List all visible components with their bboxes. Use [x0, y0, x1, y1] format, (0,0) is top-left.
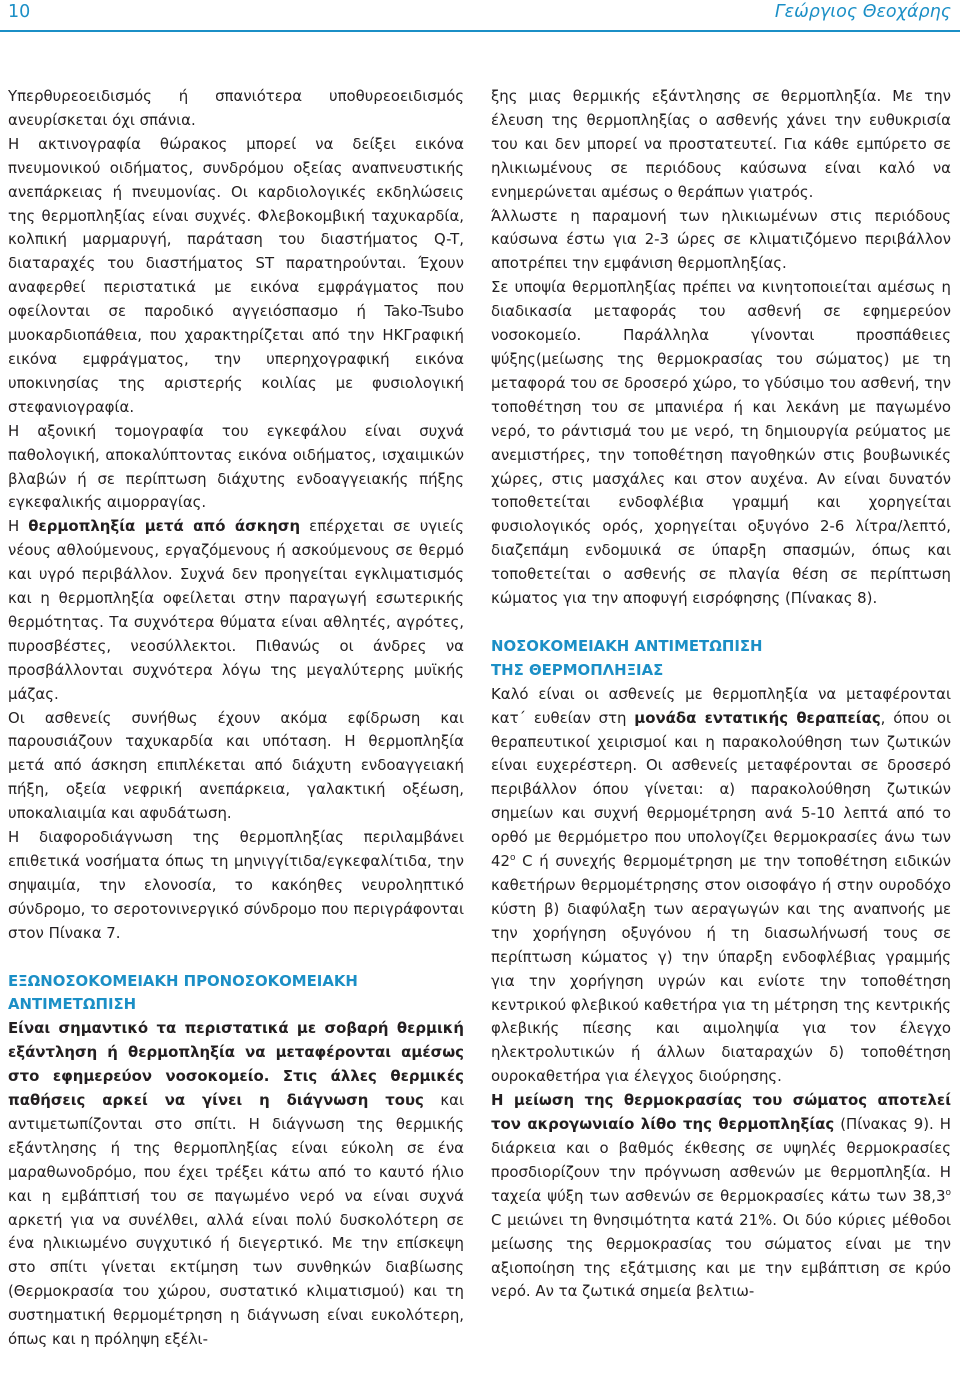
heading-line: ΝΟΣΟΚΟΜΕΙΑΚΗ ΑΝΤΙΜΕΤΩΠΙΣΗ: [491, 636, 763, 655]
paragraph: Η αξονική τομογραφία του εγκεφάλου είναι συχνά παθολογική, αποκαλύπτοντας εικόνα οιδήματος, ισχαιμικών βλαβών ή σε περίπτωση διάχυτης ενδοαγγειακής πήξης εγκεφαλικής αιμορραγίας.: [8, 421, 464, 512]
page-header: [0, 0, 960, 30]
degree-superscript: ο: [509, 853, 516, 864]
right-column: [491, 85, 951, 1304]
degree-superscript: ο: [945, 1187, 951, 1198]
paragraph: Σε υποψία θερμοπληξίας πρέπει να κινητοποιείται αμέσως η διαδικασία μεταφοράς του ασθενή σε εφημερεύον νοσοκομείο. Παράλληλα γίνονται προσπάθειες ψύξης(μείωσης της θερμοκρασίας του σώματος) με τη μεταφορά του σε δροσερό χώρο, το γδύσιμο του ασθενή, την τοποθέτηση του σε μπανιέρα ή και λεκάνη με παγωμένο νερό, το ράντισμά του με νερό, τη δημιουργία ρεύματος με ανεμιστήρες, την τοποθέτηση παγοθηκών στις βουβωνικές χώρες, στις μασχάλες και στον αυχένα. Αν είναι δυνατόν τοποθετείται ενδοφλέβια γραμμή και χορηγείται φυσιολογικός ορός, χορηγείται οξυγόνο 2-6 λίτρα/λεπτό, διαζεπάμη ενδομυικά σε ύπαρξη σπασμών, όπως και τοποθετείται ο ασθενής σε πλαγία θέση σε περίπτωση κώματος για την αποφυγή εισρόφησης (Πίνακας 8).: [491, 278, 951, 608]
bold-term: μονάδα εντατικής θεραπείας: [634, 708, 881, 727]
text-run: C μειώνει τη θνησιμότητα κατά 21%. Οι δύο κύριες μέθοδοι μείωσης της θερμοκρασίας του σώματος είναι με την αξιοποίηση της εξάτμισης και με την εμβάπτιση σε κρύο νερό. Αν τα ζωτικά σημεία βελτιω-: [491, 1210, 951, 1301]
bold-term: θερμοπληξία μετά από άσκηση: [28, 517, 301, 536]
section-heading: [8, 970, 464, 1018]
text-run: (Πίνακας 9). Η διάρκεια και ο βαθμός έκθεσης σε υψηλές θερμοκρασίες προσδιορίζουν την πρόγνωση ασθενών με θερμοπληξία. Η ταχεία ψύξη των ασθενών σε θερμοκρασίες κάτω των 38,3: [491, 1115, 951, 1205]
paragraph: Η ακτινογραφία θώρακος μπορεί να δείξει εικόνα πνευμονικού οιδήματος, συνδρόμου οξείας αναπνευστικής ανεπάρκειας ή πνευμονίας. Οι καρδιολογικές εκδηλώσεις της θερμοπληξίας είναι συχνές. Φλεβοκομβική ταχυκαρδία, κολπική μαρμαρυγή, παράταση του διαστήματος Q-T, διαταραχές του διαστήματος ST παρατηρούνται. Έχουν αναφερθεί περιστατικά με εικόνα εμφράγματος που οφείλονται σε παροδικό αγγειόσπασμο ή Tako-Tsubo μυοκαρδιοπάθεια, που χαρακτηρίζεται από την ΗΚΓραφική εικόνα εμφράγματος, την υπερηχογραφική εικόνα υποκινησίας της αριστερής κοιλίας με φυσιολογική στεφανιογραφία.: [8, 134, 464, 416]
paragraph: [8, 515, 464, 706]
bold-statement: Η μείωση της θερμοκρασίας του σώματος αποτελεί τον ακρογωνιαίο λίθο της θερμοπληξίας: [491, 1091, 951, 1134]
paragraph: Η διαφοροδιάγνωση της θερμοπληξίας περιλαμβάνει επιθετικά νοσήματα όπως τη μηνιγγίτιδα/εγκεφαλίτιδα, την σηψαιμία, την ελονοσία, το κακόηθες νευροληπτικό σύνδρομο, το σεροτονινεργικό σύνδρομο που περιγράφονται στον Πίνακα 7.: [8, 828, 464, 942]
paragraph: [8, 1017, 464, 1352]
text-run: Καλό είναι οι ασθενείς με θερμοπληξία να μεταφέρονται κατ΄ ευθείαν στη: [491, 684, 951, 727]
text-run: , όπου οι θεραπευτικοί χειρισμοί και η παρακολούθηση των ζωτικών είναι ευχερέστερη. Οι ασθενείς μεταφέρονται σε δροσερό περιβάλλον όπου γίνεται: α) παρακολούθηση ζωτικών σημείων και συχνή θερμομέτρηση ανά 5-10 λεπτά από το ορθό με θερμόμετρο που υπολογίζει θερμοκρασίες άνω των 42: [491, 708, 951, 871]
heading-line: ΑΝΤΙΜΕΤΩΠΙΣΗ: [8, 995, 137, 1014]
paragraph: Άλλωστε η παραμονή των ηλικιωμένων στις περιόδους καύσωνα έστω για 2-3 ώρες σε κλιματιζόμενο περιβάλλον αποτρέπει την εμφάνιση θερμοπληξίας.: [491, 206, 951, 273]
bold-statement: Είναι σημαντικό τα περιστατικά με σοβαρή θερμική εξάντληση ή θερμοπληξία να μεταφέρονται αμέσως στο εφημερεύον νοσοκομείο. Στις άλλες θερμικές παθήσεις αρκεί να γίνει η διάγνωση τους: [8, 1019, 464, 1110]
running-title: Γεώργιος Θεοχάρης: [774, 2, 951, 22]
paragraph: ξης μιας θερμικής εξάντλησης σε θερμοπληξία. Με την έλευση της θερμοπληξίας ο ασθενής χάνει την ευθυκρισία του και δεν μπορεί να προστατευτεί. Για κάθε εμπύρετο σε ηλικιωμένους σε περιόδους καύσωνα είναι καλό να ενημερώνεται αμέσως ο θεράπων γιατρός.: [491, 87, 951, 201]
paragraph: [491, 683, 951, 1089]
text-run: Η: [8, 517, 29, 536]
text-run: C ή συνεχής θερμομέτρηση με την τοποθέτηση ειδικών καθετήρων θερμομέτρησης στον οισοφάγο ή στην ουροδόχο κύστη β) διαφύλαξη των αεραγωγών και της αναπνοής με την χορήγηση οξυγόνου ή τη διασωλήνωσή τους σε περίπτωση κώματος γ) την ύπαρξη ενδοφλέβιας γραμμής για την χορήγηση υγρών και ενίοτε την τοποθέτηση κεντρικού φλεβικού καθετήρα για τη μέτρηση της κεντρικής φλεβικής πίεσης και αιμοληψία για τον έλεγχο ηλεκτρολυτικών ή άλλων διαταραχών δ) τοποθέτηση ουροκαθετήρα για έλεγχος διούρησης.: [491, 852, 951, 1086]
paragraph: [491, 1089, 951, 1304]
text-run: και αντιμετωπίζονται στο σπίτι. Η διάγνωση της θερμικής εξάντλησης ή της θερμοπληξίας είναι εύκολη σε ένα μαραθωνοδρόμο, που έχει τρέξει κάτω από το καυτό ήλιο και η εμβάπτισή του σε παγωμένο νερό να είναι συχνά αρκετή για να συνέλθει, αλλά είναι πολύ δυσκολότερη σε ένα ηλικιωμένο συγχυτικό ή διεγερτικό. Με την επίσκεψη στο σπίτι γίνεται εκτίμηση των συνθηκών διαβίωσης (Θερμοκρασία του χώρου, συστατικό κλιματισμού) και τη συστηματική θερμομέτρηση η διάγνωση είναι ευκολότερη, όπως και η πρόληψη εξέλι-: [8, 1091, 464, 1349]
text-run: επέρχεται σε υγιείς νέους αθλούμενους, εργαζόμενους ή ασκούμενους σε θερμό και υγρό περιβάλλον. Συχνά δεν προηγείται εγκλιματισμός και η θερμοπληξία οφείλεται στην παραγωγή εσωτερικής θερμότητας. Τα συχνότερα θύματα είναι αθλητές, αγρότες, πυροσβέστες, νεοσύλλεκτοι. Πιθανώς οι άνδρες να προσβάλλονται συχνότερα λόγω της μεγαλύτερης μυϊκής μάζας.: [8, 517, 464, 703]
paragraph: Υπερθυρεοειδισμός ή σπανιότερα υποθυρεοειδισμός ανευρίσκεται όχι σπάνια.: [8, 87, 464, 129]
paragraph: Οι ασθενείς συνήθως έχουν ακόμα εφίδρωση και παρουσιάζουν ταχυκαρδία και υπόταση. Η θερμοπληξία μετά από άσκηση επιπλέκεται από διάχυτη ενδοαγγειακή πήξη, οξεία νεφρική ανεπάρκεια, γαλακτική οξέωση, υποκαλιαιμία και αφυδάτωση.: [8, 708, 464, 823]
heading-line: ΤΗΣ ΘΕΡΜΟΠΛΗΞΙΑΣ: [491, 660, 664, 679]
heading-line: ΕΞΩΝΟΣΟΚΟΜΕΙΑΚΗ ΠΡΟΝΟΣΟΚΟΜΕΙΑΚΗ: [8, 971, 358, 990]
header-rule: [0, 30, 960, 32]
left-column: [8, 85, 464, 1352]
page-number: 10: [8, 2, 31, 22]
section-heading: [491, 635, 951, 683]
